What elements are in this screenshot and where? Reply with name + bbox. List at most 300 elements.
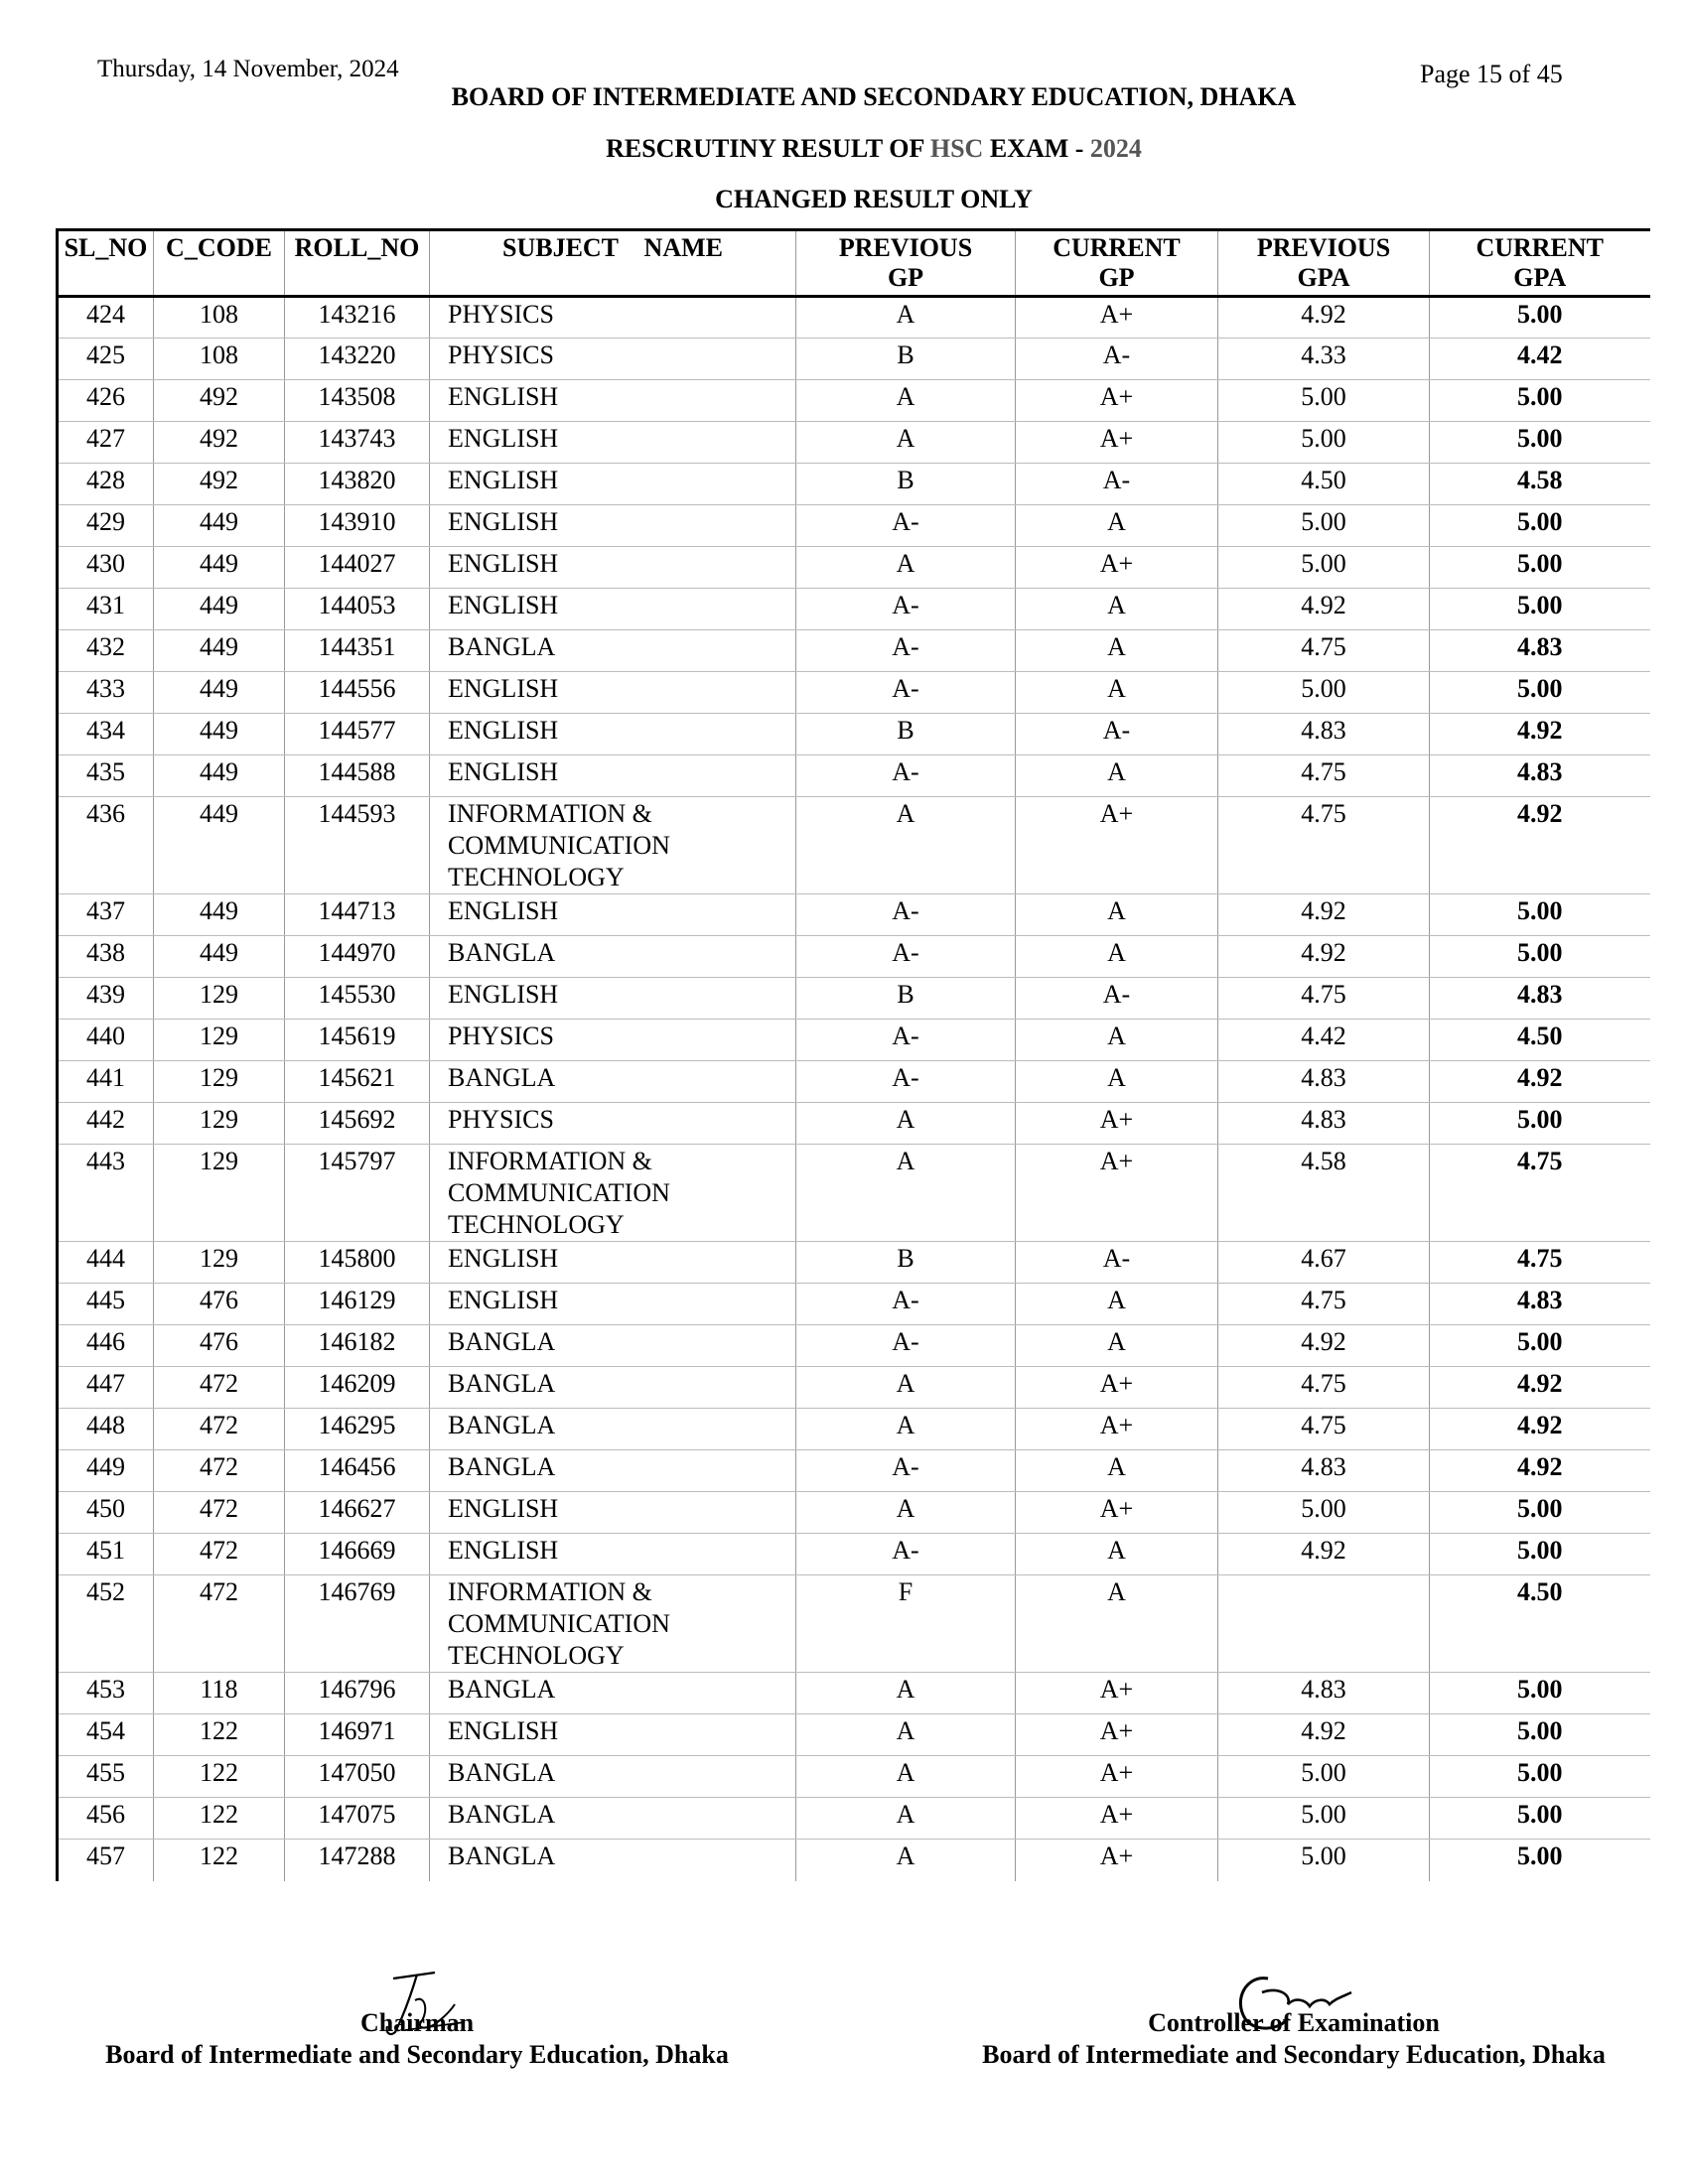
cell-previous-gpa: 4.83: [1218, 714, 1430, 755]
cell-current-gpa: 5.00: [1430, 1492, 1650, 1534]
cell-roll-no: 147050: [285, 1756, 430, 1798]
table-row: [58, 339, 1650, 380]
cell-sl-no: 440: [58, 1020, 154, 1061]
cell-sl-no: 443: [58, 1145, 154, 1242]
cell-current-gpa: 5.00: [1430, 297, 1650, 339]
cell-c-code: 122: [154, 1714, 285, 1756]
title-exam: HSC: [929, 134, 984, 163]
cell-sl-no: 432: [58, 630, 154, 672]
cell-current-gpa: 4.75: [1430, 1145, 1650, 1242]
cell-previous-gpa: 4.92: [1218, 894, 1430, 936]
cell-sl-no: 448: [58, 1409, 154, 1450]
cell-previous-gp: A-: [796, 1534, 1016, 1575]
cell-previous-gpa: 5.00: [1218, 505, 1430, 547]
cell-current-gpa: 5.00: [1430, 1756, 1650, 1798]
cell-current-gpa: 4.58: [1430, 464, 1650, 505]
table-row: [58, 1492, 1650, 1534]
cell-c-code: 122: [154, 1756, 285, 1798]
table-row: [58, 1325, 1650, 1367]
title-year: 2024: [1089, 134, 1142, 163]
cell-current-gp: A: [1016, 936, 1218, 978]
table-row: [58, 1061, 1650, 1103]
cell-c-code: 129: [154, 1103, 285, 1145]
cell-current-gpa: 4.92: [1430, 1367, 1650, 1409]
cell-previous-gp: A: [796, 797, 1016, 894]
table-row: [58, 797, 1650, 894]
table-row: [58, 1575, 1650, 1673]
cell-current-gp: A: [1016, 1534, 1218, 1575]
cell-subject-name: BANGLA: [430, 1367, 796, 1409]
cell-current-gpa: 5.00: [1430, 1534, 1650, 1575]
cell-subject-name: ENGLISH: [430, 714, 796, 755]
cell-c-code: 449: [154, 714, 285, 755]
cell-current-gpa: 5.00: [1430, 547, 1650, 589]
cell-previous-gp: F: [796, 1575, 1016, 1673]
table-row: [58, 1534, 1650, 1575]
cell-previous-gp: A-: [796, 589, 1016, 630]
cell-previous-gp: A-: [796, 1020, 1016, 1061]
cell-c-code: 108: [154, 297, 285, 339]
cell-sl-no: 446: [58, 1325, 154, 1367]
table-row: [58, 1367, 1650, 1409]
cell-c-code: 122: [154, 1798, 285, 1840]
cell-current-gpa: 5.00: [1430, 894, 1650, 936]
cell-roll-no: 143508: [285, 380, 430, 422]
cell-current-gpa: 5.00: [1430, 936, 1650, 978]
cell-roll-no: 143216: [285, 297, 430, 339]
cell-previous-gpa: 4.75: [1218, 797, 1430, 894]
cell-roll-no: 146796: [285, 1673, 430, 1714]
cell-previous-gp: A: [796, 1492, 1016, 1534]
table-row: [58, 1020, 1650, 1061]
cell-roll-no: 146669: [285, 1534, 430, 1575]
title-part1: RESCRUTINY RESULT OF: [606, 134, 924, 163]
cell-sl-no: 437: [58, 894, 154, 936]
cell-subject-name: ENGLISH: [430, 1534, 796, 1575]
title-part2: EXAM -: [989, 134, 1084, 163]
cell-roll-no: 146182: [285, 1325, 430, 1367]
cell-previous-gpa: 5.00: [1218, 672, 1430, 714]
cell-current-gp: A+: [1016, 547, 1218, 589]
cell-c-code: 129: [154, 1242, 285, 1284]
cell-previous-gp: A: [796, 380, 1016, 422]
header-line2: GP: [887, 263, 924, 292]
cell-previous-gp: A-: [796, 936, 1016, 978]
cell-current-gpa: 5.00: [1430, 1714, 1650, 1756]
cell-current-gp: A+: [1016, 297, 1218, 339]
cell-previous-gpa: 4.83: [1218, 1103, 1430, 1145]
results-table-container: [56, 228, 1648, 1881]
cell-current-gp: A: [1016, 1450, 1218, 1492]
cell-roll-no: 144053: [285, 589, 430, 630]
cell-sl-no: 451: [58, 1534, 154, 1575]
cell-roll-no: 145692: [285, 1103, 430, 1145]
cell-current-gpa: 4.92: [1430, 797, 1650, 894]
cell-sl-no: 425: [58, 339, 154, 380]
cell-c-code: 449: [154, 797, 285, 894]
report-title: [0, 134, 1688, 164]
cell-c-code: 492: [154, 464, 285, 505]
table-row: [58, 1798, 1650, 1840]
cell-previous-gp: A: [796, 1409, 1016, 1450]
cell-previous-gp: A-: [796, 755, 1016, 797]
cell-subject-name: BANGLA: [430, 1756, 796, 1798]
cell-current-gp: A-: [1016, 1242, 1218, 1284]
cell-previous-gp: A-: [796, 630, 1016, 672]
cell-c-code: 472: [154, 1450, 285, 1492]
table-row: [58, 630, 1650, 672]
cell-previous-gpa: 5.00: [1218, 547, 1430, 589]
cell-subject-name: ENGLISH: [430, 672, 796, 714]
header-line1: PREVIOUS: [1256, 233, 1391, 262]
cell-previous-gp: A: [796, 1673, 1016, 1714]
cell-sl-no: 433: [58, 672, 154, 714]
cell-c-code: 449: [154, 936, 285, 978]
cell-c-code: 472: [154, 1534, 285, 1575]
cell-previous-gpa: 5.00: [1218, 1492, 1430, 1534]
cell-previous-gp: B: [796, 1242, 1016, 1284]
cell-c-code: 472: [154, 1492, 285, 1534]
cell-current-gp: A+: [1016, 1409, 1218, 1450]
cell-subject-name: INFORMATION & COMMUNICATION TECHNOLOGY: [430, 1145, 796, 1242]
cell-previous-gp: A-: [796, 1325, 1016, 1367]
header-subject-name: [430, 230, 796, 297]
cell-current-gpa: 5.00: [1430, 1673, 1650, 1714]
cell-subject-name: INFORMATION & COMMUNICATION TECHNOLOGY: [430, 1575, 796, 1673]
header-line2: GP: [1098, 263, 1135, 292]
cell-sl-no: 450: [58, 1492, 154, 1534]
cell-current-gp: A+: [1016, 1756, 1218, 1798]
table-body: [58, 297, 1650, 1881]
cell-sl-no: 455: [58, 1756, 154, 1798]
cell-roll-no: 144713: [285, 894, 430, 936]
cell-c-code: 472: [154, 1575, 285, 1673]
cell-current-gpa: 4.92: [1430, 1409, 1650, 1450]
cell-subject-name: BANGLA: [430, 1061, 796, 1103]
cell-current-gp: A: [1016, 755, 1218, 797]
cell-current-gp: A: [1016, 630, 1218, 672]
cell-roll-no: 146209: [285, 1367, 430, 1409]
cell-c-code: 129: [154, 1061, 285, 1103]
cell-current-gp: A+: [1016, 797, 1218, 894]
cell-roll-no: 144027: [285, 547, 430, 589]
chairman-signature-block: [79, 2007, 755, 2071]
cell-previous-gp: A: [796, 1798, 1016, 1840]
cell-subject-name: ENGLISH: [430, 894, 796, 936]
cell-c-code: 476: [154, 1325, 285, 1367]
table-row: [58, 894, 1650, 936]
cell-roll-no: 143910: [285, 505, 430, 547]
cell-current-gp: A: [1016, 1020, 1218, 1061]
cell-subject-name: ENGLISH: [430, 464, 796, 505]
cell-c-code: 108: [154, 339, 285, 380]
cell-sl-no: 454: [58, 1714, 154, 1756]
header-line1: CURRENT: [1053, 233, 1181, 262]
cell-sl-no: 426: [58, 380, 154, 422]
cell-c-code: 449: [154, 505, 285, 547]
cell-previous-gpa: 4.58: [1218, 1145, 1430, 1242]
cell-current-gpa: 4.83: [1430, 630, 1650, 672]
cell-current-gp: A: [1016, 505, 1218, 547]
cell-previous-gp: A: [796, 422, 1016, 464]
cell-roll-no: 146456: [285, 1450, 430, 1492]
cell-sl-no: 429: [58, 505, 154, 547]
cell-c-code: 449: [154, 589, 285, 630]
cell-c-code: 449: [154, 547, 285, 589]
cell-sl-no: 439: [58, 978, 154, 1020]
cell-previous-gpa: 4.75: [1218, 1367, 1430, 1409]
cell-current-gp: A+: [1016, 1492, 1218, 1534]
cell-subject-name: ENGLISH: [430, 547, 796, 589]
cell-previous-gpa: 4.75: [1218, 978, 1430, 1020]
cell-previous-gpa: 4.92: [1218, 1325, 1430, 1367]
cell-c-code: 129: [154, 1145, 285, 1242]
cell-current-gpa: 5.00: [1430, 1840, 1650, 1881]
table-row: [58, 978, 1650, 1020]
cell-previous-gp: B: [796, 714, 1016, 755]
cell-previous-gpa: 4.92: [1218, 589, 1430, 630]
cell-subject-name: BANGLA: [430, 1673, 796, 1714]
header-line2: GPA: [1297, 263, 1350, 292]
cell-sl-no: 456: [58, 1798, 154, 1840]
cell-previous-gp: A: [796, 1367, 1016, 1409]
cell-roll-no: 146295: [285, 1409, 430, 1450]
cell-previous-gpa: 4.50: [1218, 464, 1430, 505]
cell-sl-no: 447: [58, 1367, 154, 1409]
cell-sl-no: 436: [58, 797, 154, 894]
cell-previous-gpa: 4.42: [1218, 1020, 1430, 1061]
cell-sl-no: 444: [58, 1242, 154, 1284]
cell-roll-no: 147075: [285, 1798, 430, 1840]
cell-roll-no: 144588: [285, 755, 430, 797]
cell-c-code: 129: [154, 978, 285, 1020]
cell-previous-gp: A: [796, 1714, 1016, 1756]
cell-sl-no: 442: [58, 1103, 154, 1145]
cell-sl-no: 431: [58, 589, 154, 630]
table-row: [58, 1409, 1650, 1450]
header-line1: CURRENT: [1476, 233, 1605, 262]
cell-sl-no: 457: [58, 1840, 154, 1881]
cell-sl-no: 453: [58, 1673, 154, 1714]
cell-previous-gp: A: [796, 1103, 1016, 1145]
cell-roll-no: 145797: [285, 1145, 430, 1242]
cell-current-gp: A+: [1016, 422, 1218, 464]
cell-sl-no: 452: [58, 1575, 154, 1673]
cell-previous-gpa: 5.00: [1218, 422, 1430, 464]
cell-current-gp: A-: [1016, 978, 1218, 1020]
table-row: [58, 672, 1650, 714]
header-previous-gpa: [1218, 230, 1430, 297]
cell-previous-gp: A-: [796, 1284, 1016, 1325]
cell-previous-gp: A-: [796, 1450, 1016, 1492]
cell-current-gp: A+: [1016, 1145, 1218, 1242]
cell-current-gp: A: [1016, 589, 1218, 630]
cell-previous-gp: B: [796, 978, 1016, 1020]
cell-c-code: 122: [154, 1840, 285, 1881]
cell-subject-name: BANGLA: [430, 1450, 796, 1492]
cell-previous-gpa: 4.75: [1218, 755, 1430, 797]
table-row: [58, 297, 1650, 339]
cell-subject-name: BANGLA: [430, 630, 796, 672]
cell-previous-gp: A-: [796, 894, 1016, 936]
cell-current-gp: A+: [1016, 1367, 1218, 1409]
cell-sl-no: 441: [58, 1061, 154, 1103]
cell-previous-gp: A: [796, 547, 1016, 589]
cell-current-gpa: 5.00: [1430, 380, 1650, 422]
cell-subject-name: BANGLA: [430, 936, 796, 978]
cell-previous-gpa: 5.00: [1218, 1840, 1430, 1881]
cell-roll-no: 145621: [285, 1061, 430, 1103]
cell-roll-no: 146129: [285, 1284, 430, 1325]
header-previous-gp: [796, 230, 1016, 297]
cell-previous-gpa: 4.83: [1218, 1450, 1430, 1492]
cell-c-code: 476: [154, 1284, 285, 1325]
cell-roll-no: 144577: [285, 714, 430, 755]
table-row: [58, 1103, 1650, 1145]
cell-previous-gp: B: [796, 339, 1016, 380]
table-row: [58, 714, 1650, 755]
cell-previous-gpa: 4.92: [1218, 1714, 1430, 1756]
cell-previous-gpa: 4.92: [1218, 1534, 1430, 1575]
cell-roll-no: 144970: [285, 936, 430, 978]
header-c-code: [154, 230, 285, 297]
cell-current-gp: A+: [1016, 1798, 1218, 1840]
cell-subject-name: ENGLISH: [430, 1492, 796, 1534]
table-row: [58, 547, 1650, 589]
cell-current-gp: A: [1016, 894, 1218, 936]
cell-previous-gp: B: [796, 464, 1016, 505]
cell-current-gp: A: [1016, 1575, 1218, 1673]
cell-current-gp: A: [1016, 1284, 1218, 1325]
cell-previous-gpa: 4.33: [1218, 339, 1430, 380]
cell-current-gpa: 5.00: [1430, 1798, 1650, 1840]
cell-current-gp: A+: [1016, 1714, 1218, 1756]
cell-subject-name: BANGLA: [430, 1325, 796, 1367]
table-row: [58, 755, 1650, 797]
cell-current-gpa: 4.83: [1430, 1284, 1650, 1325]
cell-previous-gpa: [1218, 1575, 1430, 1673]
table-row: [58, 1756, 1650, 1798]
cell-c-code: 118: [154, 1673, 285, 1714]
cell-sl-no: 424: [58, 297, 154, 339]
cell-subject-name: ENGLISH: [430, 422, 796, 464]
cell-previous-gpa: 4.92: [1218, 936, 1430, 978]
cell-roll-no: 146627: [285, 1492, 430, 1534]
cell-subject-name: ENGLISH: [430, 755, 796, 797]
cell-current-gp: A: [1016, 672, 1218, 714]
cell-c-code: 492: [154, 422, 285, 464]
table-row: [58, 422, 1650, 464]
cell-c-code: 129: [154, 1020, 285, 1061]
cell-current-gpa: 5.00: [1430, 505, 1650, 547]
table-row: [58, 505, 1650, 547]
cell-sl-no: 438: [58, 936, 154, 978]
cell-c-code: 472: [154, 1409, 285, 1450]
table-row: [58, 1840, 1650, 1881]
cell-previous-gpa: 4.67: [1218, 1242, 1430, 1284]
table-row: [58, 1714, 1650, 1756]
cell-roll-no: 147288: [285, 1840, 430, 1881]
cell-current-gpa: 4.92: [1430, 1061, 1650, 1103]
cell-c-code: 449: [154, 672, 285, 714]
chairman-title: Chairman: [359, 2008, 475, 2037]
cell-previous-gp: A-: [796, 1061, 1016, 1103]
cell-previous-gp: A: [796, 1756, 1016, 1798]
cell-current-gpa: 4.75: [1430, 1242, 1650, 1284]
header-roll-no: [285, 230, 430, 297]
cell-previous-gp: A: [796, 297, 1016, 339]
controller-signature-block: [956, 2007, 1631, 2071]
cell-roll-no: 146971: [285, 1714, 430, 1756]
cell-roll-no: 145619: [285, 1020, 430, 1061]
table-row: [58, 1145, 1650, 1242]
cell-current-gp: A: [1016, 1325, 1218, 1367]
cell-current-gpa: 5.00: [1430, 672, 1650, 714]
cell-subject-name: PHYSICS: [430, 339, 796, 380]
cell-previous-gp: A: [796, 1145, 1016, 1242]
header-line1: SL_NO: [64, 233, 148, 262]
cell-previous-gpa: 5.00: [1218, 380, 1430, 422]
cell-current-gpa: 4.50: [1430, 1020, 1650, 1061]
cell-sl-no: 449: [58, 1450, 154, 1492]
cell-current-gpa: 5.00: [1430, 1325, 1650, 1367]
cell-previous-gp: A-: [796, 672, 1016, 714]
cell-sl-no: 430: [58, 547, 154, 589]
results-table: [56, 228, 1650, 1881]
cell-previous-gpa: 4.83: [1218, 1673, 1430, 1714]
cell-c-code: 449: [154, 894, 285, 936]
cell-current-gp: A+: [1016, 1840, 1218, 1881]
table-row: [58, 380, 1650, 422]
cell-sl-no: 435: [58, 755, 154, 797]
cell-current-gp: A+: [1016, 1103, 1218, 1145]
controller-org: Board of Intermediate and Secondary Education, Dhaka: [982, 2040, 1606, 2069]
table-header-row: [58, 230, 1650, 297]
cell-sl-no: 428: [58, 464, 154, 505]
cell-subject-name: PHYSICS: [430, 297, 796, 339]
header-current-gp: [1016, 230, 1218, 297]
cell-roll-no: 146769: [285, 1575, 430, 1673]
cell-current-gpa: 5.00: [1430, 589, 1650, 630]
table-row: [58, 589, 1650, 630]
cell-previous-gpa: 5.00: [1218, 1756, 1430, 1798]
cell-previous-gpa: 4.75: [1218, 1284, 1430, 1325]
cell-previous-gpa: 4.83: [1218, 1061, 1430, 1103]
cell-subject-name: ENGLISH: [430, 978, 796, 1020]
cell-c-code: 472: [154, 1367, 285, 1409]
header-line2: GPA: [1513, 263, 1567, 292]
table-row: [58, 1673, 1650, 1714]
header-line1: PREVIOUS: [838, 233, 973, 262]
cell-current-gpa: 4.50: [1430, 1575, 1650, 1673]
cell-current-gpa: 4.83: [1430, 978, 1650, 1020]
cell-roll-no: 144593: [285, 797, 430, 894]
cell-current-gp: A+: [1016, 1673, 1218, 1714]
cell-subject-name: ENGLISH: [430, 1714, 796, 1756]
cell-subject-name: ENGLISH: [430, 1242, 796, 1284]
table-row: [58, 1450, 1650, 1492]
cell-roll-no: 144351: [285, 630, 430, 672]
table-row: [58, 1284, 1650, 1325]
cell-current-gp: A: [1016, 1061, 1218, 1103]
cell-subject-name: ENGLISH: [430, 505, 796, 547]
table-row: [58, 1242, 1650, 1284]
cell-previous-gp: A-: [796, 505, 1016, 547]
cell-roll-no: 143220: [285, 339, 430, 380]
cell-previous-gpa: 5.00: [1218, 1798, 1430, 1840]
controller-title: Controller of Examination: [1148, 2008, 1440, 2037]
cell-subject-name: ENGLISH: [430, 1284, 796, 1325]
